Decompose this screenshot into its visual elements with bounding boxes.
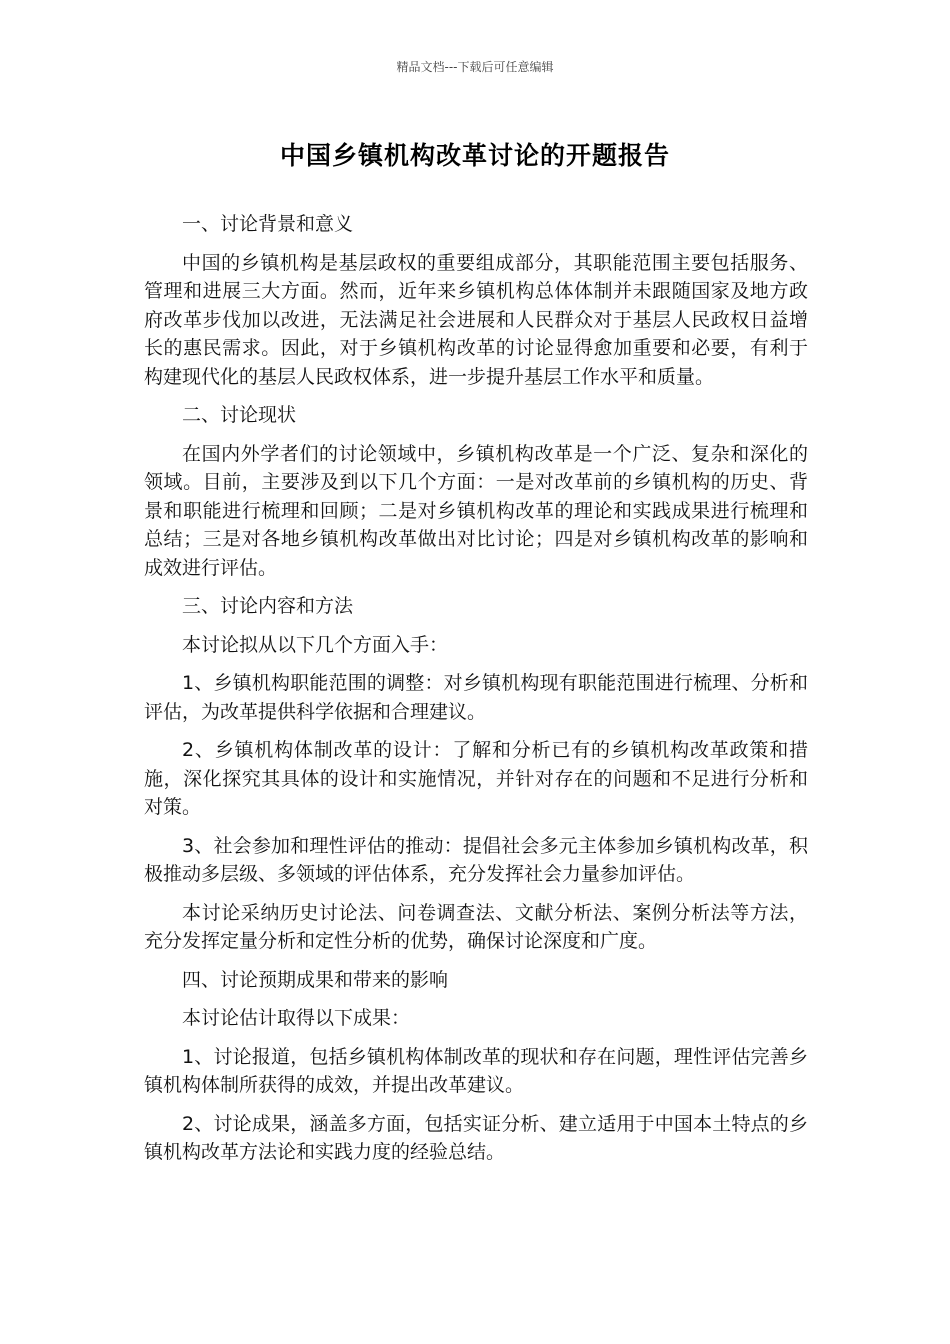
document-body — [144, 210, 808, 1177]
section-heading-content-methods: 三、讨论内容和方法 — [182, 595, 354, 617]
paragraph-outcome-1: 1、讨论报道，包括乡镇机构体制改革的现状和存在问题，理性评估完善乡镇机构体制所获得的成效，并提出改革建议。 — [144, 1045, 808, 1096]
paragraph-status: 在国内外学者们的讨论领域中，乡镇机构改革是一个广泛、复杂和深化的领域。目前，主要涉及到以下几个方面：一是对改革前的乡镇机构的历史、背景和职能进行梳理和回顾；二是对乡镇机构改革的理论和实践成果进行梳理和总结；三是对各地乡镇机构改革做出对比讨论；四是对乡镇机构改革的影响和成效进行评估。 — [144, 442, 808, 579]
section-heading-outcomes: 四、讨论预期成果和带来的影响 — [182, 968, 449, 991]
paragraph-methods: 本讨论采纳历史讨论法、问卷调查法、文献分析法、案例分析法等方法，充分发挥定量分析和定性分析的优势，确保讨论深度和广度。 — [144, 901, 808, 952]
paragraph-content-item-2: 2、乡镇机构体制改革的设计：了解和分析已有的乡镇机构改革政策和措施，深化探究其具体的设计和实施情况，并针对存在的问题和不足进行分析和对策。 — [144, 739, 808, 818]
paragraph-content-item-3: 3、社会参加和理性评估的推动：提倡社会多元主体参加乡镇机构改革，积极推动多层级、多领域的评估体系，充分发挥社会力量参加评估。 — [144, 834, 808, 885]
paragraph-content-item-1: 1、乡镇机构职能范围的调整：对乡镇机构现有职能范围进行梳理、分析和评估，为改革提供科学依据和合理建议。 — [144, 672, 808, 723]
paragraph-outcome-2: 2、讨论成果，涵盖多方面，包括实证分析、建立适用于中国本土特点的乡镇机构改革方法论和实践力度的经验总结。 — [144, 1112, 808, 1163]
paragraph-outcomes-intro: 本讨论估计取得以下成果： — [182, 1007, 411, 1029]
header-note: 精品文档---下载后可任意编辑 — [396, 60, 554, 74]
section-heading-background: 一、讨论背景和意义 — [182, 213, 354, 235]
section-heading-status: 二、讨论现状 — [182, 404, 297, 426]
paragraph-background: 中国的乡镇机构是基层政权的重要组成部分，其职能范围主要包括服务、管理和进展三大方面。然而，近年来乡镇机构总体体制并未跟随国家及地方政府改革步伐加以改进，无法满足社会进展和人民群众对于基层人民政权日益增长的惠民需求。因此，对于乡镇机构改革的讨论显得愈加重要和必要，有利于构建现代化的基层人民政权体系，进一步提升基层工作水平和质量。 — [144, 251, 808, 388]
paragraph-content-intro: 本讨论拟从以下几个方面入手： — [182, 633, 449, 656]
page-title: 中国乡镇机构改革讨论的开题报告 — [279, 141, 670, 170]
